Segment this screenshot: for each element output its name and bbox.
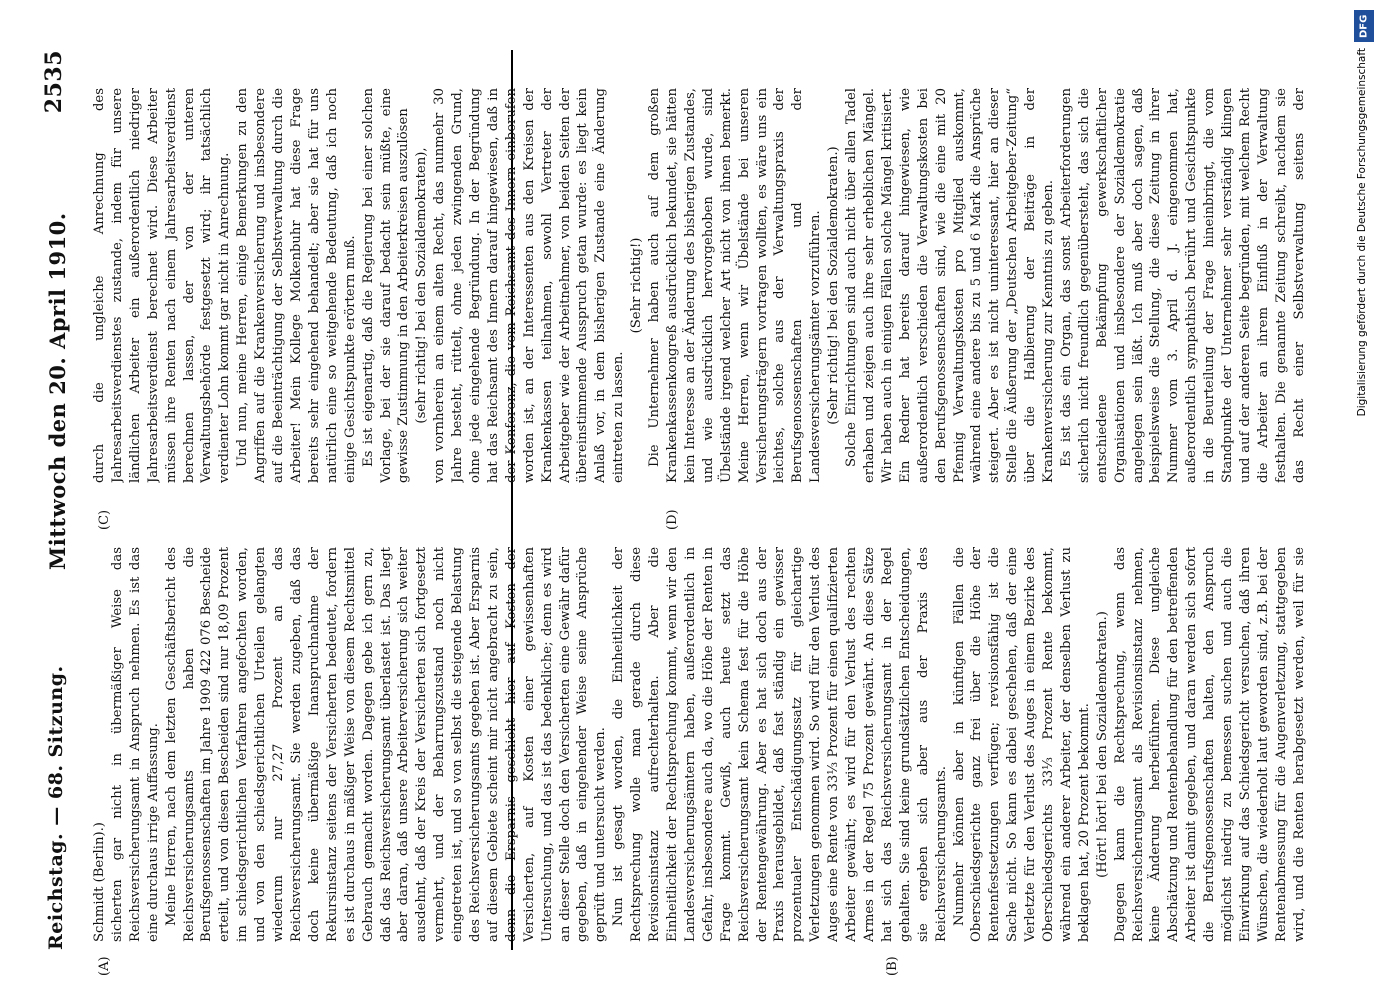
paragraph: sicherten gar nicht in übermäßiger Weise das Reichsversicherungsamt in Anspruch nehmen. Es ist das eine durchaus irrige Auffassung. [109, 547, 161, 942]
interjection: (Sehr richtig!) [629, 237, 645, 334]
paragraph: Meine Herren, nach dem letzten Geschäftsbericht des Reichsversicherungsamts haben die Berufsgenossenschaften im Jahre 1909 422 076 Bescheide erteilt, und von diesen Bescheiden sind nur 18,09 Prozent im schiedsgerichtlichen Verfahren angefochten worden, und von den schiedsgerichtlichen Urteilen gelangten wiederum nur 27,27 Prozent an das Reichsversicherungsamt. Sie werden zugeben, daß das doch keine übermäßige Inanspruchnahme der Rekursinstanz seitens der Versicherten bedeutet, fordern es ist durchaus in mäßiger Weise von diesem Rechtsmittel Gebrauch gemacht worden. Dagegen gebe ich gern zu, daß das Reichsversicherungsamt überlastet ist. Das liegt aber daran, daß unsere Arbeiterversicherung sich weiter ausdehnt, daß der Kreis der Versicherten sich fortgesetzt vermehrt, und der Beharrungszustand noch nicht eingetreten ist, und so von selbst die steigende Belastung des Reichsversicherungsamts gegeben ist. Aber Ersparnis auf diesem Gebiete scheint mir nicht angebracht zu sein, denn die Ersparnis geschieht hier auf Kosten der Versicherten, auf Kosten einer gewissenhaften Untersuchung, und das ist das bedenkliche; denn es wird an dieser Stelle doch den Versicherten eine Gewähr dafür gegeben, daß in eingehender Weise seine Ansprüche geprüft und untersucht werden. [163, 547, 609, 942]
paragraph: Die Unternehmer haben auch auf dem großen Krankenkassenkongreß ausdrücklich bekundet, sie hätten kein Interesse an der Änderung des bisherigen Zustandes, und wie ausdrücklich hervorgehoben wurde, sind Übelstände irgend welcher Art nicht von ihnen bemerkt. Meine Herren, wenn wir Übelstände bei unseren Versicherungsträgern vortragen wollten, es wäre uns ein leichtes, solche aus der Verwaltungspraxis der Berufsgenossenschaften und der Landesversicherungsämter vorzuführen. [647, 88, 824, 483]
speaker-line: Schmidt (Berlin).) [92, 822, 107, 942]
paragraph: durch die ungleiche Anrechnung des Jahresarbeitsverdienstes zustande, indem für unsere ländlichen Arbeiter ein außerordentlich niedriger Jahresarbeitsverdienst berechnet wird. Diese Arbeiter müssen ihre Renten nach einem Jahresarbeitsverdienst berechnen lassen, der von der unteren Verwaltungsbehörde festgesetzt wird; ihr tatsächlich verdienter Lohn kommt gar nicht in Anrechnung. [92, 88, 233, 483]
margin-marker-b: (B) [885, 956, 900, 976]
paragraph: Und nun, meine Herren, einige Bemerkungen zu den Angriffen auf die Krankenversicherung und insbesondere auf die Beeinträchtigung der Selbstverwaltung durch die Arbeiter! Mein Kollege Molkenbuhr hat diese Frage bereits sehr eingehend behandelt; aber sie hat für uns natürlich eine so weitgehende Bedeutung, daß ich noch einige Gesichtspunkte erörtern muß. [235, 88, 358, 483]
margin-marker-a: (A) [97, 956, 112, 976]
paragraph: Es ist das ein Organ, das sonst Arbeiterforderungen sicherlich nicht freundlich gegenübersteht, das sich die entschiedene Bekämpfung gewerkschaftlicher Organisationen und insbesondere der Sozialdemokratie angelegen sein läßt. Ich muß aber doch sagen, daß beispielsweise die Stellung, die diese Zeitung in ihrer Nummer vom 3. April d. J. eingenommen hat, außerordentlich sympathisch berührt und Gesichtspunkte in die Beurteilung der Frage hineinbringt, die vom Standpunkte der Unternehmer sehr verständig klingen und auf der anderen Seite begründen, mit welchem Recht die Arbeiter an ihrem Einfluß in der Verwaltung festhalten. Die genannte Zeitung schreibt, nachdem sie das Recht einer Selbstverwaltung seitens der [1058, 88, 1307, 483]
paragraph: von vornherein an einem alten Recht, das nunmehr 30 Jahre besteht, rüttelt, ohne jeden zwingenden Grund, ohne jede eingehende Begründung. In der Begründung hat das Reichsamt des Innern darauf hingewiesen, daß in der Konferenz, die vom Reichsamt des Innern einberufen worden ist, an der Interessenten aus den Kreisen der Krankenkassen teilnahmen, sowohl Vertreter der Arbeitgeber wie der Arbeitnehmer, von beiden Seiten der übereinstimmende Ausspruch getan wurde: es liegt kein Anlaß vor, in dem bisherigen Zustande eine Änderung eintreten zu lassen. [432, 88, 627, 483]
funding-credit: Digitalisierung gefördert durch die Deutsche Forschungsgemeinschaft [1356, 48, 1368, 417]
paragraph: Nun ist gesagt worden, die Einheitlichkeit der Rechtsprechung wolle man gerade durch diese Revisionsinstanz aufrechterhalten. Aber die Einheitlichkeit der Rechtsprechung kommt, wenn wir den Landesversicherungsämtern haben, außerordentlich in Gefahr, insbesondere auch da, wo die Höhe der Renten in Frage kommt. Gewiß, auch heute setzt das Reichsversicherungsamt kein Schema fest für die Höhe der Rentengewährung. Aber es hat sich doch aus der Praxis herausgebildet, daß fast ständig ein gewisser prozentualer Entschädigungssatz für gleichartige Verletzungen genommen wird. So wird für den Verlust des Auges eine Rente von 33⅓ Prozent für einen qualifizierten Arbeiter gewährt; es wird für den Verlust des rechten Armes in der Regel 75 Prozent gewährt. An diese Sätze hat sich das Reichsversicherungsamt in der Regel gehalten. Sie sind keine grundsätzlichen Entscheidungen, sie ergeben sich aber aus der Praxis des Reichsversicherungsamts. [611, 547, 949, 942]
paragraph: Solche Einrichtungen sind auch nicht über allen Tadel erhaben und zeigen auch ihre sehr erheblichen Mängel. Wir haben auch in einigen Fällen solche Mängel kritisiert. Ein Redner hat bereits darauf hingewiesen, wie außerordentlich verschieden die Verwaltungskosten bei den Berufsgenossenschaften sind, wie die eine mit 20 Pfennig Verwaltungskosten pro Mitglied auskommt, während eine andere bis zu 5 und 6 Mark die Ansprüche steigert. Aber es ist nicht uninteressant, hier an dieser Stelle die Äußerung der „Deutschen Arbeitgeber-Zeitung“ über die Halbierung der Beiträge in der Krankenversicherung zur Kenntnis zu geben. [844, 88, 1057, 483]
interjection: (Hört! hört! bei den Sozialdemokraten.) [1094, 611, 1110, 878]
margin-marker-d: (D) [665, 509, 680, 530]
margin-marker-c: (C) [97, 509, 112, 530]
digitization-note [1352, 6, 1376, 996]
dfg-logo: DFG [1354, 10, 1374, 42]
session-title: Reichstag. — 68. Sitzung. [45, 665, 67, 950]
paragraph: Dagegen kann die Rechtsprechung, wenn das Reichsversicherungsamt als Revisionsinstanz nehmen, keine Änderung herbeiführen. Diese ungleiche Abschätzung und Rentenbehandlung für den betreffenden Arbeiter ist damit gegeben, und daran werden sich sofort die Berufsgenossenschaften halten, den Anspruch möglichst niedrig zu bemessen suchen und auch die Einwirkung auf das Schiedsgericht versuchen, daß ihren Wünschen, die wiederholt laut geworden sind, z.B. bei der Rentenabmessung für die Augenverletzung, stattgegeben wird, und die Renten herabgesetzt werden, weil für sie [1112, 547, 1307, 942]
interjection: (sehr richtig! bei den Sozialdemokraten), [414, 147, 430, 424]
session-date: Mittwoch den 20. April 1910. [45, 212, 70, 570]
page-header [37, 50, 81, 950]
right-text-column [91, 88, 1311, 483]
interjection: (Sehr richtig! bei den Sozialdemokraten.) [826, 146, 842, 425]
page-number: 2535 [41, 50, 67, 114]
scanned-page [15, 10, 1335, 990]
left-text-column [91, 547, 1311, 942]
paragraph: Nunmehr können aber in künftigen Fällen die Oberschiedsgerichte ganz frei über die Höhe der Rentenfestsetzungen verfügen; revisionsfähig ist die Sache nicht. So kann es dabei geschehen, daß der eine Verletzte für den Verlust des Auges in einem Bezirke des Oberschiedsgerichts 33⅓ Prozent Rente bekommt, während ein anderer Arbeiter, der denselben Verlust zu beklagen hat, 20 Prozent bekommt. [951, 547, 1092, 942]
paragraph: Es ist eigenartig, daß die Regierung bei einer solchen Vorlage, bei der sie darauf bedacht sein müßte, eine gewisse Zustimmung in den Arbeiterkreisen auszulösen [360, 88, 412, 483]
